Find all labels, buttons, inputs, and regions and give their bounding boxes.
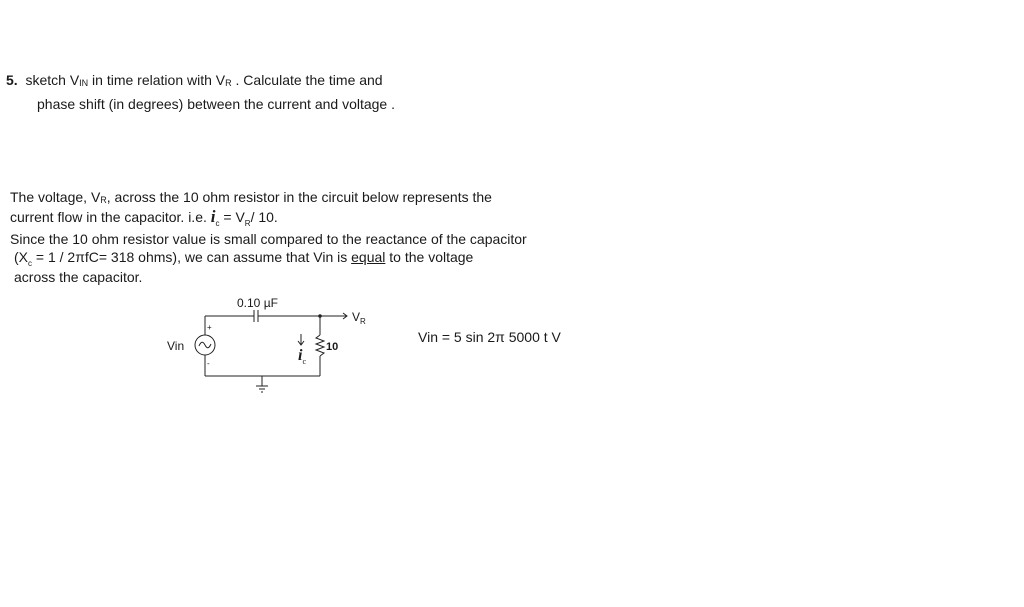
explanation-line-4: ($X_c = 1 / 2\pi fC= 318$ ohms), we can assume that Vin is equal to the voltage bbox=[14, 249, 474, 268]
current-label: $i_c$ bbox=[298, 347, 307, 366]
source-label: Vin bbox=[167, 339, 185, 353]
question-line-1: 5. sketch VIN in time relation with VR . Calculate the time and bbox=[6, 72, 383, 88]
output-label: $V_R$ bbox=[352, 310, 366, 326]
explanation-line-3: Since the 10 ohm resistor value is small compared to the reactance of the capacitor bbox=[10, 231, 527, 247]
explanation-line-1: The voltage, VR, across the 10 ohm resistor in the circuit below represents the bbox=[10, 189, 492, 205]
explanation-line-2: current flow in the capacitor. i.e. $i_c = V_R/$ 10. bbox=[10, 207, 278, 228]
source-plus: + bbox=[207, 323, 212, 332]
question-line-2: phase shift (in degrees) between the current and voltage . bbox=[37, 96, 395, 112]
resistor-icon bbox=[316, 335, 324, 356]
resistor-label: 10 bbox=[326, 341, 339, 353]
source-minus: - bbox=[207, 359, 210, 368]
capacitor-label: 0.10 µF bbox=[237, 296, 278, 310]
explanation-line-5: across the capacitor. bbox=[14, 269, 143, 285]
node-dot bbox=[318, 314, 322, 318]
sine-wave-icon bbox=[199, 342, 211, 348]
source-equation: Vin = 5 sin 2π 5000 t V bbox=[418, 329, 561, 345]
question-number: 5. bbox=[6, 72, 18, 88]
